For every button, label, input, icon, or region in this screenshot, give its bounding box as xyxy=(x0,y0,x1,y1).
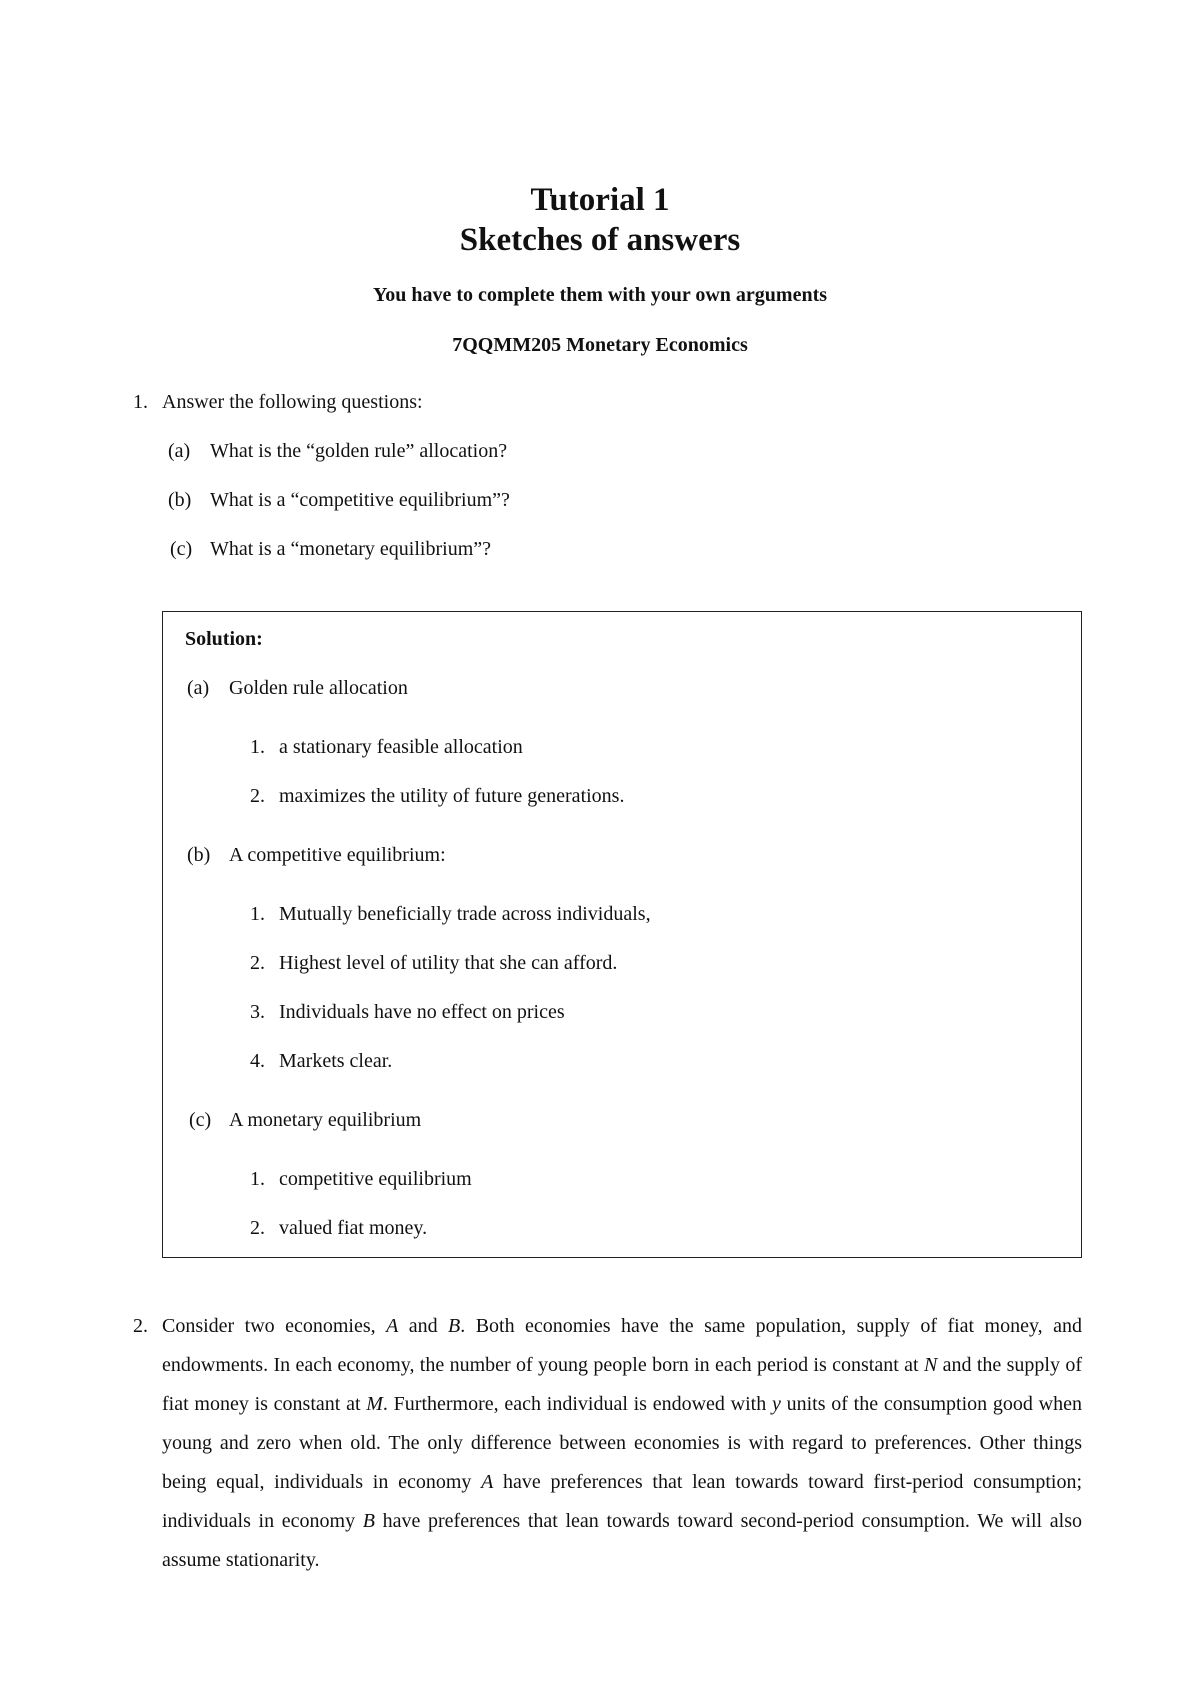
page-subtitle: Sketches of answers xyxy=(459,222,741,258)
math-var-N: N xyxy=(923,1354,938,1376)
solution-a-point-text: a stationary feasible allocation xyxy=(279,736,523,758)
solution-b-point-text: Mutually beneficially trade across individuals, xyxy=(279,903,651,925)
q2-text: . Both economies have the same population, supply of fiat money, and endowments. In each economy, the number of young people born in each period is constant at xyxy=(162,1315,1082,1376)
q2-text: and xyxy=(398,1315,449,1337)
question-1a-label: (a) xyxy=(168,440,191,462)
solution-a-label: (a) xyxy=(187,677,210,699)
question-2-number: 2. xyxy=(133,1315,148,1337)
solution-b-heading: A competitive equilibrium: xyxy=(229,844,446,866)
solution-b-point-number: 2. xyxy=(250,952,265,974)
solution-a-point-text: maximizes the utility of future generations. xyxy=(279,785,625,807)
solution-c-label: (c) xyxy=(189,1109,212,1131)
q2-text: and the supply of fiat money is constant at xyxy=(162,1354,1083,1415)
solution-b-point-number: 1. xyxy=(250,903,265,925)
math-var-M: M xyxy=(366,1393,383,1415)
q2-text: have preferences that lean towards toward second-period consumption. We will also assume stationarity. xyxy=(162,1510,1082,1571)
solution-a-heading: Golden rule allocation xyxy=(229,677,408,699)
solution-a-point-number: 2. xyxy=(250,785,265,807)
question-1b-text: What is a “competitive equilibrium”? xyxy=(210,489,510,511)
question-1-prompt: Answer the following questions: xyxy=(162,391,423,413)
question-1c-label: (c) xyxy=(170,538,193,560)
solution-c-point-number: 2. xyxy=(250,1217,265,1239)
q2-text: . Furthermore, each individual is endowed with xyxy=(382,1393,772,1415)
q2-text: have preferences that lean towards toward first-period consumption; individuals in economy xyxy=(162,1471,1083,1532)
solution-b-label: (b) xyxy=(187,844,211,866)
question-2-paragraph xyxy=(162,1307,1082,1580)
q2-text: units of the consumption good when young and zero when old. The only difference between economies is with regard to preferences. Other things being equal, individuals in economy xyxy=(162,1393,1082,1493)
solution-c-point-text: competitive equilibrium xyxy=(279,1168,472,1190)
math-var-A: A xyxy=(386,1315,399,1337)
solution-c-point-text: valued fiat money. xyxy=(279,1217,428,1239)
math-var-B: B xyxy=(448,1315,461,1337)
math-var-B: B xyxy=(362,1510,375,1532)
solution-b-point-number: 4. xyxy=(250,1050,265,1072)
solution-b-point-number: 3. xyxy=(250,1001,265,1023)
math-var-A: A xyxy=(481,1471,494,1493)
solution-b-point-text: Markets clear. xyxy=(279,1050,393,1072)
tagline: You have to complete them with your own arguments xyxy=(372,284,828,306)
solution-c-heading: A monetary equilibrium xyxy=(229,1109,422,1131)
solution-b-point-text: Highest level of utility that she can afford. xyxy=(279,952,618,974)
question-1b-label: (b) xyxy=(168,489,192,511)
q2-text: Consider two economies, xyxy=(162,1315,387,1337)
question-1a-text: What is the “golden rule” allocation? xyxy=(210,440,508,462)
course-name: 7QQMM205 Monetary Economics xyxy=(452,334,748,356)
solution-a-point-number: 1. xyxy=(250,736,265,758)
title-block xyxy=(0,180,1200,358)
page-title: Tutorial 1 xyxy=(530,182,670,218)
solution-label: Solution: xyxy=(185,628,263,650)
question-1c-text: What is a “monetary equilibrium”? xyxy=(210,538,492,560)
solution-c-point-number: 1. xyxy=(250,1168,265,1190)
solution-b-point-text: Individuals have no effect on prices xyxy=(279,1001,565,1023)
solution-box xyxy=(162,611,1082,1258)
question-1-number: 1. xyxy=(133,391,148,413)
math-var-y: y xyxy=(771,1393,781,1415)
